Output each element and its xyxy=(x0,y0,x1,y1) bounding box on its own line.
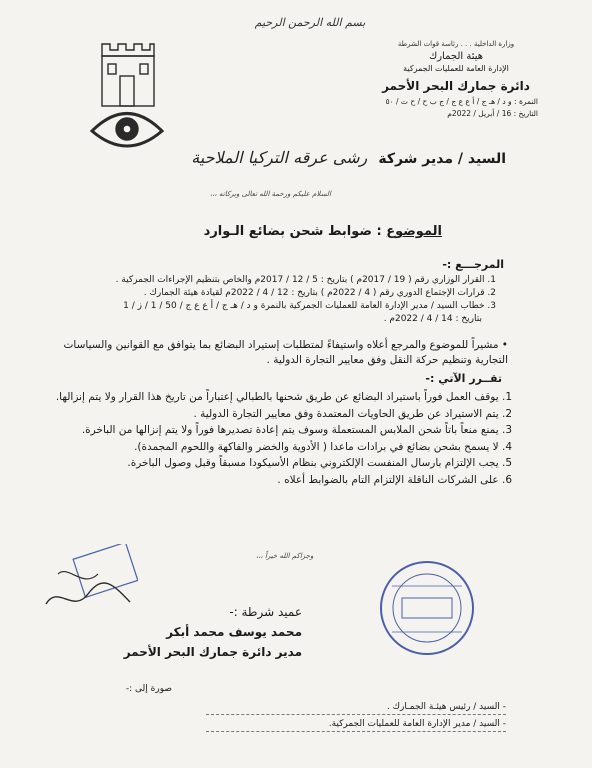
addressee-company-name: رشى عرقه التركيا الملاحية xyxy=(191,148,368,167)
letterhead xyxy=(356,40,556,118)
authority-name: هيئة الجمارك xyxy=(428,51,484,62)
greeting: السلام عليكم ورحمة الله تعالى وبركاته ،،، xyxy=(210,190,331,198)
addressee-prefix: السيد / مدير شركة xyxy=(378,151,506,167)
decision-item: 5. يجب الإلتزام بارسال المنفست الإلكتروني بنظام الأسيكودا مسبقاً وقبل وصول الباخرة. xyxy=(127,457,512,469)
decision-item: 3. يمنع منعاً باتاً شحن الملابس المستعملة وسوف يتم إعادة تصديرها فوراً ولا يتم إنزالها من الباخرة. xyxy=(81,424,512,436)
copy-recipient: - السيد / مدير الإدارة العامة للعمليات الجمركية. xyxy=(206,717,506,732)
signer-name: محمد يوسف محمد أبكر xyxy=(166,625,302,639)
decision-item: 2. يتم الاستيراد عن طريق الحاويات المعتمدة وفق معايير التجارة الدولية . xyxy=(193,407,512,420)
basmala: بسم الله الرحمن الرحيم xyxy=(254,16,366,29)
reference-number: النمرة : و د / هـ ج / أ ع ع ج / ج ب ح / ح ت / ٥٠ xyxy=(385,97,538,106)
decision-item: 6. على الشركات الناقلة الإلتزام التام بالضوابط أعلاه . xyxy=(277,473,512,486)
reference-item: 3. خطاب السيد / مدير الإدارة العامة للعمليات الجمركية بالنمرة و د / هـ ج / أ ع ع ج / 50 / 1 / ز / 1 xyxy=(123,301,496,311)
subject-line xyxy=(204,224,442,239)
decisions-title: تقــرر الآتي :- xyxy=(425,372,502,385)
office-name: دائرة جمارك البحر الأحمر xyxy=(382,79,530,93)
reference-item: 1. القرار الوزاري رقم ( 19 / 2017م ) بتاريخ : 5 / 12 / 2017م والخاص بتنظيم الإجراءات الجمركية . xyxy=(115,275,496,285)
letter-date: التاريخ : 16 / أبريل / 2022م xyxy=(447,109,538,118)
decision-item: 4. لا يسمح بشحن بضائع في برادات ماعدا ( الأدوية والخضر والفاكهة واللحوم المجمدة). xyxy=(134,440,512,453)
addressee-line xyxy=(76,148,506,167)
references-list xyxy=(66,274,496,326)
official-seal-stamp xyxy=(372,556,482,660)
signer-title: مدير دائرة جمارك البحر الأحمر xyxy=(123,645,302,659)
copies-list xyxy=(86,700,506,734)
department-name: الإدارة العامة للعمليات الجمركية xyxy=(403,64,509,73)
reference-item: 2. قرارات الإجتماع الدوري رقم ( 4 / 2022م ) بتاريخ : 12 / 4 / 2022م لقيادة هيئة الجمارك . xyxy=(143,288,496,298)
decisions-list xyxy=(34,390,512,489)
reference-item-date: بتاريخ : 14 / 4 / 2022م . xyxy=(383,314,482,324)
decision-item: 1. يوقف العمل فوراً باستيراد البضائع عن طريق شحنها بالطبالي إعتباراً من تاريخ هذا القرار ولا يتم إنزالها. xyxy=(55,391,512,403)
subject-text: : ضوابط شحن بضائع الـوارد xyxy=(203,224,382,239)
closing-regards: وجزاكم الله خيراً ،،، xyxy=(256,552,314,560)
signature-block xyxy=(102,605,302,659)
copies-title: صورة إلى :- xyxy=(125,684,172,694)
references-title: المرجـــع :- xyxy=(442,258,504,271)
subject-label: الموضوع xyxy=(386,224,442,239)
intro-paragraph: • مشيراً للموضوع والمرجع أعلاه واستيفاءً لمتطلبات إستيراد البضائع بما يتوافق مع القوانين والسياسات التجارية وتنظيم حركة النقل وفق معايير التجارة الدولية . xyxy=(63,339,508,366)
signer-rank: عميد شرطة :- xyxy=(229,605,302,619)
copy-recipient: - السيد / رئيس هيئـة الجمـارك . xyxy=(206,700,506,715)
ministry-line: وزارة الداخلية . . . رئاسة قوات الشرطة xyxy=(397,40,515,48)
customs-emblem-icon xyxy=(82,36,172,156)
